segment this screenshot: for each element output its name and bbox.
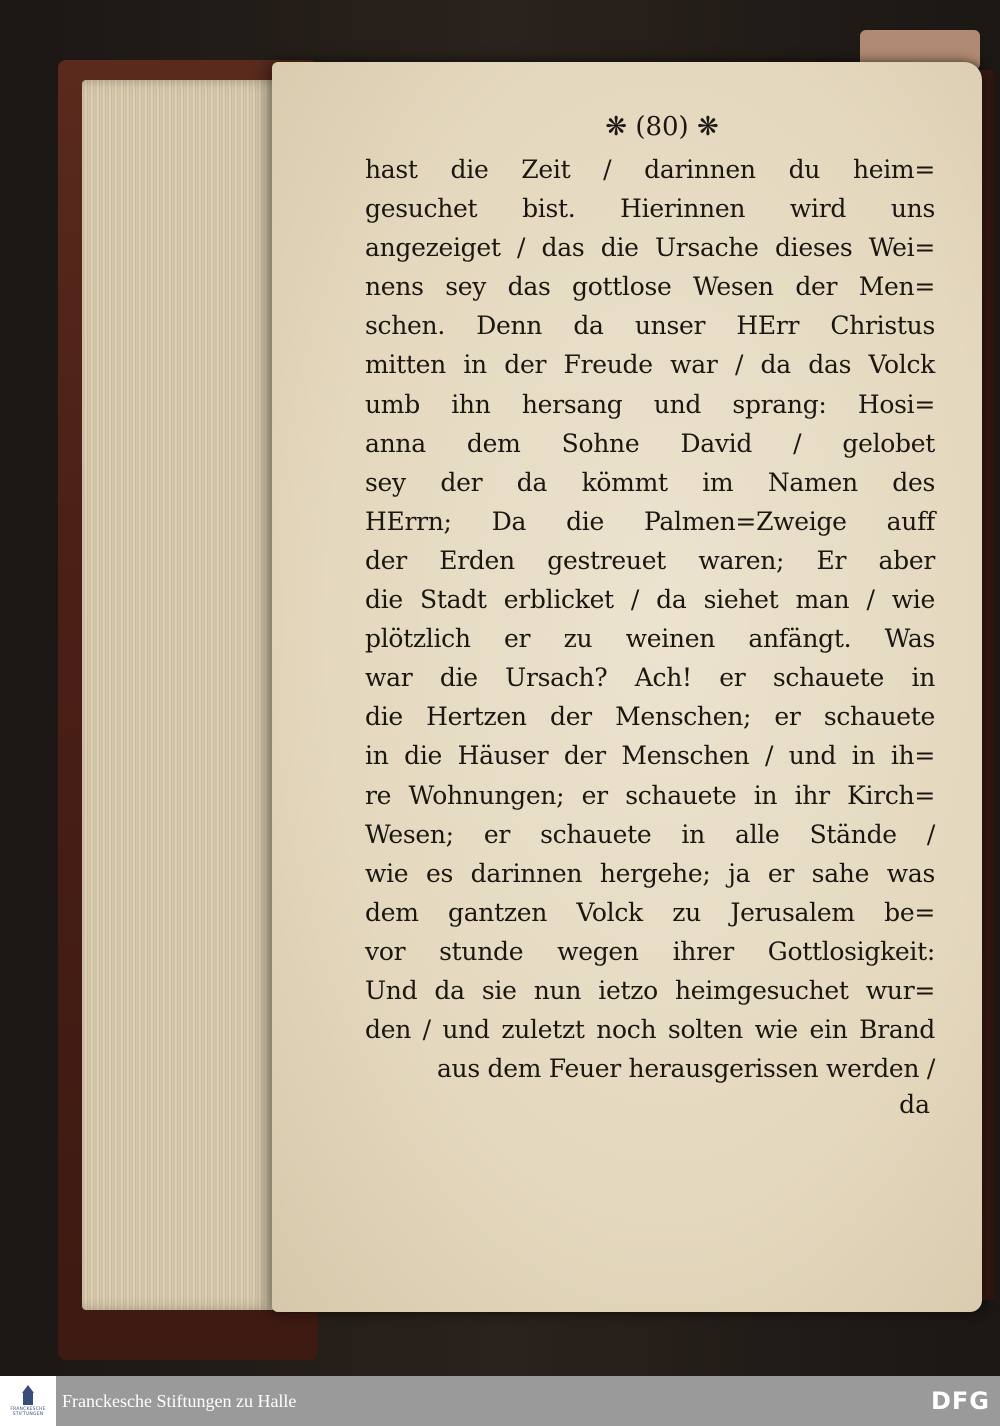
text-line: die Stadt erblicket / da siehet man / wie — [365, 585, 935, 615]
logo-text-1: FRANCKESCHE — [10, 1407, 46, 1412]
text-line: vor stunde wegen ihrer Gottlosigkeit: — [365, 936, 935, 966]
ornament-left-icon: ❋ — [605, 112, 628, 142]
building-icon — [20, 1385, 36, 1407]
text-line: in die Häuser der Menschen / und in ih= — [365, 741, 935, 771]
ornament-right-icon: ❋ — [696, 112, 719, 142]
text-line: sey der da kömmt im Namen des — [365, 467, 935, 497]
text-line: umb ihn hersang und sprang: Hosi= — [365, 389, 935, 419]
page-stack-edge — [82, 80, 282, 1310]
franckesche-logo[interactable] — [0, 1376, 56, 1426]
text-line: anna dem Sohne David / gelobet — [365, 428, 935, 458]
text-line: Und da sie nun ietzo heimgesuchet wur= — [365, 975, 935, 1005]
footer-bar — [0, 1376, 1000, 1426]
text-line: HErrn; Da die Palmen=Zweige auff — [365, 506, 935, 536]
text-line: nens sey das gottlose Wesen der Men= — [365, 272, 935, 302]
text-line: war die Ursach? Ach! er schauete in — [365, 663, 935, 693]
text-line: den / und zuletzt noch solten wie ein Brand — [365, 1015, 935, 1045]
logo-text-2: STIFTUNGEN — [12, 1412, 44, 1417]
text-line: der Erden gestreuet waren; Er aber — [365, 545, 935, 575]
page-number: (80) — [635, 112, 689, 142]
text-line: gesuchet bist. Hierinnen wird uns — [365, 194, 935, 224]
dfg-logo[interactable]: DFG — [930, 1387, 990, 1415]
page-number-header — [572, 112, 752, 142]
text-line: schen. Denn da unser HErr Christus — [365, 311, 935, 341]
text-line: wie es darinnen hergehe; ja er sahe was — [365, 858, 935, 888]
text-line: hast die Zeit / darinnen du heim= — [365, 155, 935, 184]
text-line: aus dem Feuer herausgerissen werden / — [436, 1054, 935, 1084]
text-line: angezeiget / das die Ursache dieses Wei= — [365, 233, 935, 263]
catchword: da — [899, 1090, 930, 1119]
footer-title: Franckesche Stiftungen zu Halle — [62, 1390, 297, 1411]
text-line: re Wohnungen; er schauete in ihr Kirch= — [365, 780, 935, 810]
text-line: die Hertzen der Menschen; er schauete — [365, 702, 935, 732]
page-text — [365, 150, 935, 1088]
text-line: plötzlich er zu weinen anfängt. Was — [365, 624, 935, 654]
text-line: Wesen; er schauete in alle Stände / — [365, 819, 935, 849]
text-line: mitten in der Freude war / da das Volck — [365, 350, 935, 380]
text-line: dem gantzen Volck zu Jerusalem be= — [365, 897, 935, 927]
